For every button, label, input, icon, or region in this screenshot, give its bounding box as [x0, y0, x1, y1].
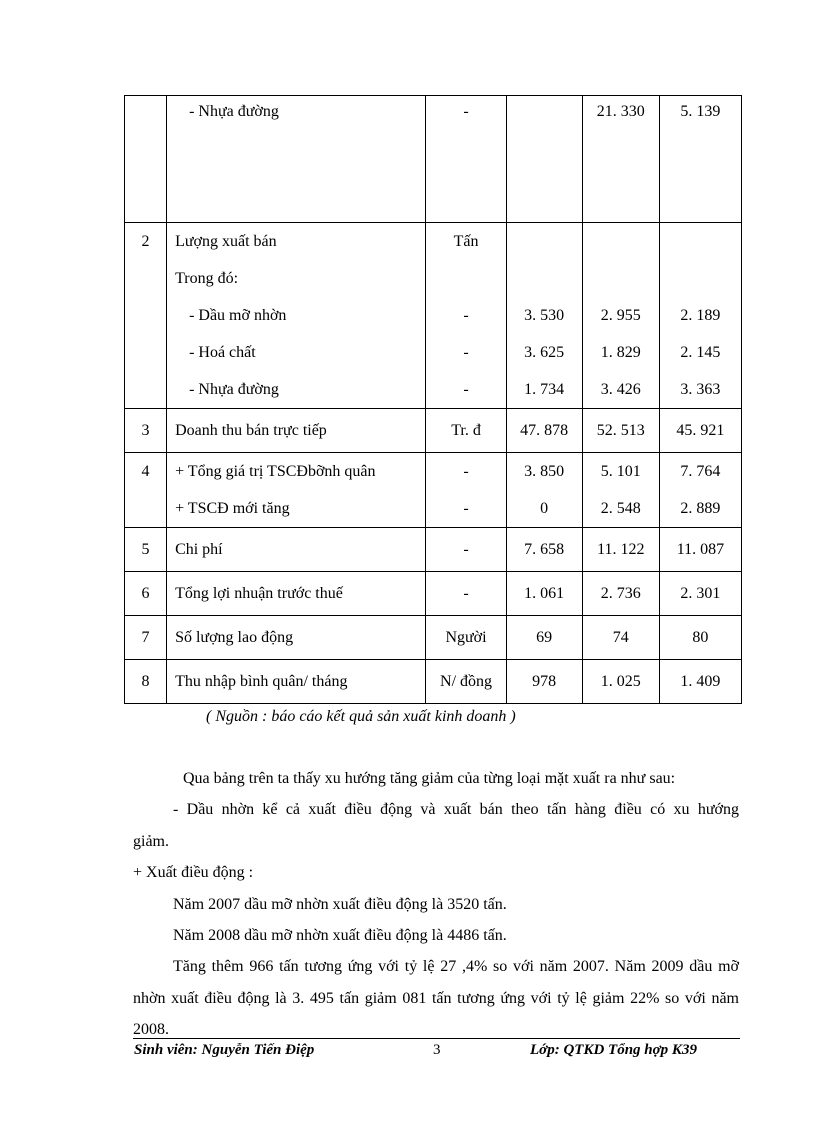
cell-value: -: [463, 344, 469, 361]
cell-value: -: [463, 585, 469, 602]
indicator-label: Lượng xuất bán: [175, 233, 277, 250]
indicator-label: - Hoá chất: [189, 344, 256, 361]
cell-value: 45. 921: [676, 422, 725, 439]
cell-value: 2. 548: [600, 500, 641, 517]
row-number: 2: [141, 233, 150, 250]
cell-value: 7. 764: [680, 463, 721, 480]
cell-year-1: [506, 660, 582, 704]
cell-indicator: [167, 223, 426, 409]
cell-unit: [426, 528, 506, 572]
cell-value: 0: [540, 500, 549, 517]
paragraph-dispatch-heading: + Xuất điều động :: [133, 864, 254, 881]
cell-value: -: [463, 463, 469, 480]
cell-value: 69: [536, 629, 553, 646]
cell-number: [125, 616, 167, 660]
cell-value: 7. 658: [524, 541, 565, 558]
indicator-label: - Nhựa đường: [189, 103, 279, 120]
cell-value: 2. 955: [600, 307, 641, 324]
cell-value: 2. 736: [600, 585, 641, 602]
cell-value: 1. 734: [524, 381, 565, 398]
cell-value: [660, 260, 741, 297]
row-number: 5: [141, 541, 150, 558]
cell-unit: [426, 96, 506, 223]
cell-number: [125, 572, 167, 616]
row-number: 6: [141, 585, 150, 602]
row-number: 8: [141, 673, 150, 690]
table-row: [125, 453, 742, 528]
cell-year-2: [582, 528, 659, 572]
statistics-table: [124, 95, 742, 704]
cell-value: 3. 363: [680, 381, 721, 398]
cell-value: [507, 96, 582, 128]
cell-number: [125, 409, 167, 453]
cell-year-2: [582, 453, 659, 528]
paragraph-change: Tăng thêm 966 tấn tương ứng với tỷ lệ 27 ,4% so với năm 2007. Năm 2009 dầu mỡ nhờn xuất điều động là 3. 495 tấn giảm 081 tấn tương ứng với tỷ lệ giảm 22% so với năm 2008.: [133, 958, 739, 1038]
cell-year-1: [506, 96, 582, 223]
cell-value: -: [463, 541, 469, 558]
row-number: 7: [141, 629, 150, 646]
cell-year-3: [659, 572, 741, 616]
cell-value: 21. 330: [596, 103, 645, 120]
cell-value: [583, 260, 659, 297]
cell-value: 2. 889: [680, 500, 721, 517]
cell-number: [125, 223, 167, 409]
cell-value: 5. 101: [600, 463, 641, 480]
cell-value: -: [463, 103, 469, 120]
table-row: [125, 660, 742, 704]
cell-indicator: [167, 528, 426, 572]
cell-value: -: [463, 381, 469, 398]
footer-page-number: 3: [433, 1042, 441, 1058]
cell-value: [660, 223, 741, 260]
footer-divider: [133, 1038, 740, 1039]
cell-indicator: [167, 616, 426, 660]
cell-year-3: [659, 453, 741, 528]
table-row: [125, 616, 742, 660]
cell-unit: [426, 660, 506, 704]
indicator-label: + TSCĐ mới tăng: [175, 500, 290, 517]
table-row: [125, 96, 742, 223]
paragraph-oil-trend: - Dầu nhờn kể cả xuất điều động và xuất bán theo tấn hàng điều có xu hướng giảm.: [133, 801, 739, 850]
cell-year-2: [582, 616, 659, 660]
cell-number: [125, 660, 167, 704]
cell-value: 1. 409: [680, 673, 721, 690]
cell-number: [125, 528, 167, 572]
cell-value: Tấn: [453, 233, 479, 250]
cell-value: 11. 122: [597, 541, 645, 558]
cell-value: 2. 145: [680, 344, 721, 361]
cell-value: 80: [692, 629, 709, 646]
footer-class: Lớp: QTKD Tổng hợp K39: [530, 1042, 697, 1058]
cell-value: 11. 087: [676, 541, 725, 558]
cell-unit: [426, 572, 506, 616]
cell-value: 74: [612, 629, 629, 646]
cell-indicator: [167, 453, 426, 528]
indicator-label: - Nhựa đường: [189, 381, 279, 398]
indicator-label: Thu nhập bình quân/ tháng: [175, 673, 348, 690]
cell-number: [125, 453, 167, 528]
cell-number: [125, 96, 167, 223]
row-number: 3: [141, 422, 150, 439]
cell-value: Người: [445, 629, 487, 646]
cell-value: 47. 878: [520, 422, 569, 439]
cell-indicator: [167, 572, 426, 616]
cell-year-1: [506, 528, 582, 572]
source-note: ( Nguồn : báo cáo kết quả sản xuất kinh doanh ): [206, 708, 516, 725]
row-number: [125, 96, 166, 128]
table-row: [125, 572, 742, 616]
row-number: 4: [141, 463, 150, 480]
cell-value: 978: [532, 673, 557, 690]
cell-value: [507, 223, 582, 260]
cell-value: 1. 829: [600, 344, 641, 361]
table-row: [125, 409, 742, 453]
cell-value: N/ đồng: [440, 673, 493, 690]
cell-year-2: [582, 96, 659, 223]
cell-value: [507, 260, 582, 297]
cell-unit: [426, 453, 506, 528]
cell-year-3: [659, 616, 741, 660]
cell-value: -: [463, 307, 469, 324]
cell-year-1: [506, 409, 582, 453]
cell-value: 3. 530: [524, 307, 565, 324]
cell-indicator: [167, 96, 426, 223]
cell-value: 3. 850: [524, 463, 565, 480]
cell-value: 3. 625: [524, 344, 565, 361]
indicator-label: Tổng lợi nhuận trước thuế: [175, 585, 343, 602]
cell-value: 52. 513: [596, 422, 645, 439]
cell-year-3: [659, 409, 741, 453]
paragraph-intro: Qua bảng trên ta thấy xu hướng tăng giảm của từng loại mặt xuất ra như sau:: [183, 770, 676, 787]
cell-year-3: [659, 528, 741, 572]
cell-value: 2. 189: [680, 307, 721, 324]
indicator-label: - Dầu mỡ nhờn: [189, 307, 287, 324]
cell-year-1: [506, 572, 582, 616]
cell-unit: [426, 409, 506, 453]
cell-year-1: [506, 616, 582, 660]
cell-value: [583, 223, 659, 260]
indicator-label: + Tổng giá trị TSCĐbỡnh quân: [175, 463, 376, 480]
cell-value: 2. 301: [680, 585, 721, 602]
cell-year-2: [582, 660, 659, 704]
indicator-label: Trong đó:: [175, 270, 239, 287]
cell-unit: [426, 223, 506, 409]
cell-year-2: [582, 409, 659, 453]
footer-student: Sinh viên: Nguyễn Tiến Điệp: [134, 1042, 315, 1058]
cell-value: 3. 426: [600, 381, 641, 398]
cell-value: -: [463, 500, 469, 517]
indicator-label: Doanh thu bán trực tiếp: [175, 422, 327, 439]
cell-indicator: [167, 409, 426, 453]
cell-year-3: [659, 223, 741, 409]
paragraph-2007: Năm 2007 dầu mỡ nhờn xuất điều động là 3520 tấn.: [173, 896, 507, 913]
table-row: [125, 223, 742, 409]
cell-value: 1. 061: [524, 585, 565, 602]
paragraph-2008: Năm 2008 dầu mỡ nhờn xuất điều động là 4486 tấn.: [173, 927, 507, 944]
cell-year-1: [506, 453, 582, 528]
cell-year-2: [582, 572, 659, 616]
cell-value: 1. 025: [600, 673, 641, 690]
cell-year-1: [506, 223, 582, 409]
cell-indicator: [167, 660, 426, 704]
cell-year-3: [659, 96, 741, 223]
table-row: [125, 528, 742, 572]
indicator-label: Số lượng lao động: [175, 629, 294, 646]
cell-year-2: [582, 223, 659, 409]
indicator-label: Chi phí: [175, 541, 223, 558]
cell-value: Tr. đ: [451, 422, 481, 439]
cell-value: 5. 139: [680, 103, 721, 120]
cell-unit: [426, 616, 506, 660]
cell-year-3: [659, 660, 741, 704]
cell-value: [426, 260, 505, 297]
